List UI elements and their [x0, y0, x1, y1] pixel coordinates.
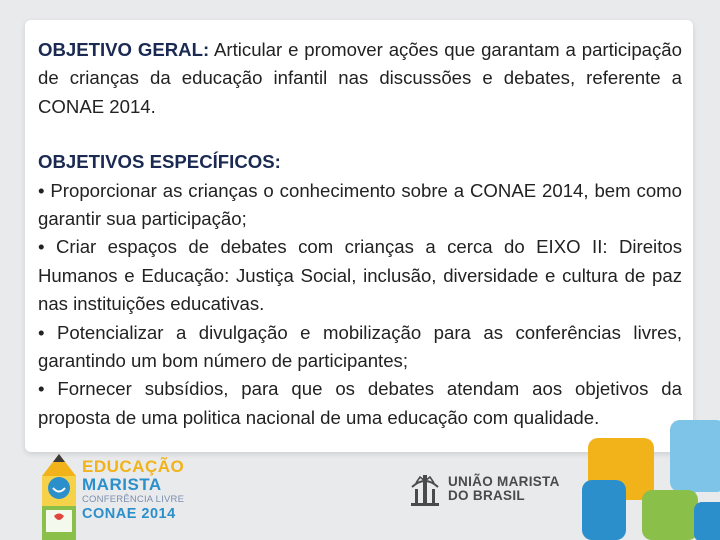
objectives-text [38, 36, 682, 432]
uniao-marista-logo [408, 467, 578, 511]
specific-objective-item: • Fornecer subsídios, para que os debates atendam aos objetivos da proposta de uma politica nacional de uma educação com qualidade. [38, 378, 682, 428]
educacao-marista-logo [22, 436, 192, 540]
logo-line-conferencia: CONFERÊNCIA LIVRE [82, 494, 185, 505]
specific-objective-item: • Potencializar a divulgação e mobilização para as conferências livres, garantindo um bom número de participantes; [38, 321, 682, 372]
general-objective-label: OBJETIVO GERAL: [38, 39, 210, 60]
wordmark-line-1: UNIÃO MARISTA [448, 474, 560, 489]
logo-line-educacao: EDUCAÇÃO [82, 457, 185, 476]
general-objective-paragraph [38, 36, 682, 121]
marist-emblem-icon [408, 469, 442, 507]
logo-line-conae: CONAE 2014 [82, 506, 176, 522]
uniao-marista-wordmark [448, 475, 560, 503]
specific-objective-item: • Criar espaços de debates com crianças a cerca do EIXO II: Direitos Humanos e Educação: Justiça Social, inclusão, diversidade e cultura de paz nas instituições educativas. [38, 236, 682, 315]
logo-wordmark [82, 458, 184, 522]
pencil-character-icon [36, 452, 82, 540]
general-objective-text: Articular e promover ações que garantam a participação de crianças da educação infantil nas discussões e debates, referente a CONAE 2014. [38, 39, 682, 117]
speech-bubbles-icon [582, 410, 720, 540]
spacer [38, 121, 682, 148]
logo-line-marista: MARISTA [82, 475, 162, 494]
specific-objectives-label: OBJETIVOS ESPECÍFICOS: [38, 151, 281, 173]
wordmark-line-2: DO BRASIL [448, 488, 525, 503]
specific-objective-item: • Proporcionar as crianças o conhecimento sobre a CONAE 2014, bem como garantir sua participação; [38, 179, 682, 230]
